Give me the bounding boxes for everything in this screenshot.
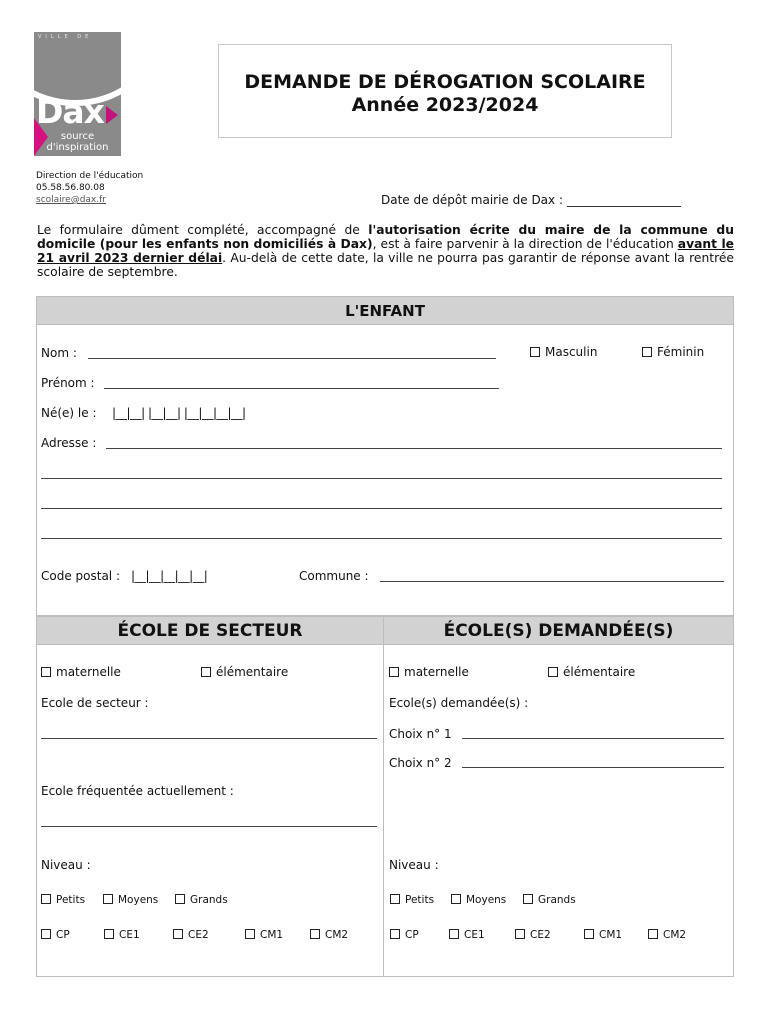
commune-input-line[interactable] xyxy=(380,581,724,582)
enfant-section xyxy=(36,296,734,616)
secteur-moyens-option[interactable] xyxy=(103,894,158,906)
secteur-cm1-label: CM1 xyxy=(260,929,284,941)
secteur-petits-option[interactable] xyxy=(41,894,85,906)
logo-accent xyxy=(106,106,118,124)
code-postal-label: Code postal : xyxy=(41,569,120,583)
naissance-date-boxes[interactable]: |__|__| |__|__| |__|__|__|__| xyxy=(112,406,246,420)
contact-department: Direction de l'éducation xyxy=(36,171,144,181)
demandee-grands-option[interactable] xyxy=(523,894,576,906)
commune-label: Commune : xyxy=(299,569,369,583)
secteur-ce2-checkbox[interactable] xyxy=(173,929,183,939)
contact-email-link[interactable]: scolaire@dax.fr xyxy=(36,195,106,205)
secteur-cp-label: CP xyxy=(56,929,70,941)
ecoles-demandees-label: Ecole(s) demandée(s) : xyxy=(389,696,529,710)
enfant-heading: L'ENFANT xyxy=(36,296,734,325)
demandee-elementaire-label: élémentaire xyxy=(563,665,636,679)
secteur-niveau-label: Niveau : xyxy=(41,858,91,872)
adresse-label: Adresse : xyxy=(41,436,97,450)
secteur-ce1-checkbox[interactable] xyxy=(104,929,114,939)
depot-date-field[interactable]: Date de dépôt mairie de Dax : ___________________ xyxy=(381,193,681,207)
secteur-maternelle-checkbox[interactable] xyxy=(41,667,51,677)
code-postal-boxes[interactable]: |__|__|__|__|__| xyxy=(131,569,208,583)
logo-tagline: VILLE DE xyxy=(38,34,93,40)
ecole-secteur-heading: ÉCOLE DE SECTEUR xyxy=(36,616,384,645)
logo-slogan-1: source xyxy=(60,131,95,142)
prenom-label: Prénom : xyxy=(41,376,95,390)
ecole-frequentee-input-line[interactable] xyxy=(41,826,377,827)
demandee-ce1-checkbox[interactable] xyxy=(449,929,459,939)
masculin-checkbox[interactable] xyxy=(530,347,540,357)
ecole-demandee-heading: ÉCOLE(S) DEMANDÉE(S) xyxy=(383,616,734,645)
intro-paragraph xyxy=(37,223,734,279)
adresse-input-line-1[interactable] xyxy=(106,448,722,449)
choix-2-input-line[interactable] xyxy=(462,767,724,768)
choix-1-input-line[interactable] xyxy=(462,738,724,739)
secteur-petits-checkbox[interactable] xyxy=(41,894,51,904)
demandee-elementaire-option[interactable] xyxy=(548,665,635,679)
secteur-petits-label: Petits xyxy=(56,894,86,906)
ecole-frequentee-label: Ecole fréquentée actuellement : xyxy=(41,784,234,798)
nom-input-line[interactable] xyxy=(88,358,496,359)
intro-text-2: , est à faire parvenir à la direction de l'éducation xyxy=(372,237,678,251)
demandee-grands-label: Grands xyxy=(538,894,576,906)
page-subtitle: Année 2023/2024 xyxy=(351,94,539,116)
secteur-maternelle-label: maternelle xyxy=(56,665,121,679)
title-box xyxy=(218,44,672,138)
secteur-grands-option[interactable] xyxy=(175,894,228,906)
demandee-cp-label: CP xyxy=(405,929,419,941)
demandee-ce2-option[interactable] xyxy=(515,929,551,941)
secteur-ce2-option[interactable] xyxy=(173,929,209,941)
secteur-elementaire-label: élémentaire xyxy=(216,665,289,679)
secteur-cm2-option[interactable] xyxy=(310,929,348,941)
secteur-ce1-label: CE1 xyxy=(119,929,140,941)
choix-2-label: Choix n° 2 xyxy=(389,756,452,770)
intro-text-3: . Au-delà de cette date, la ville ne pourra pas garantir de réponse avant la rentrée scolaire de septembre. xyxy=(37,251,734,279)
demandee-maternelle-option[interactable] xyxy=(389,665,469,679)
demandee-cm1-option[interactable] xyxy=(584,929,622,941)
demandee-niveau-label: Niveau : xyxy=(389,858,439,872)
feminin-option[interactable] xyxy=(642,345,704,359)
demandee-cm2-option[interactable] xyxy=(648,929,686,941)
contact-block xyxy=(36,170,143,206)
demandee-grands-checkbox[interactable] xyxy=(523,894,533,904)
ecole-secteur-label: Ecole de secteur : xyxy=(41,696,149,710)
secteur-grands-checkbox[interactable] xyxy=(175,894,185,904)
page-title: DEMANDE DE DÉROGATION SCOLAIRE xyxy=(244,71,646,93)
secteur-moyens-label: Moyens xyxy=(118,894,159,906)
demandee-cm1-checkbox[interactable] xyxy=(584,929,594,939)
prenom-input-line[interactable] xyxy=(104,388,499,389)
demandee-maternelle-label: maternelle xyxy=(404,665,469,679)
secteur-cm1-option[interactable] xyxy=(245,929,283,941)
ecole-secteur-input-line[interactable] xyxy=(41,738,377,739)
adresse-input-line-3[interactable] xyxy=(41,508,722,509)
masculin-option[interactable] xyxy=(530,345,597,359)
demandee-petits-option[interactable] xyxy=(390,894,434,906)
secteur-cm2-label: CM2 xyxy=(325,929,349,941)
feminin-checkbox[interactable] xyxy=(642,347,652,357)
choix-1-label: Choix n° 1 xyxy=(389,727,452,741)
demandee-ce1-option[interactable] xyxy=(449,929,485,941)
logo-name: Dax xyxy=(36,92,104,131)
secteur-cm2-checkbox[interactable] xyxy=(310,929,320,939)
demandee-maternelle-checkbox[interactable] xyxy=(389,667,399,677)
demandee-cm2-label: CM2 xyxy=(663,929,687,941)
demandee-moyens-checkbox[interactable] xyxy=(451,894,461,904)
demandee-cm2-checkbox[interactable] xyxy=(648,929,658,939)
demandee-moyens-option[interactable] xyxy=(451,894,506,906)
masculin-label: Masculin xyxy=(545,345,598,359)
adresse-input-line-2[interactable] xyxy=(41,478,722,479)
secteur-maternelle-option[interactable] xyxy=(41,665,121,679)
secteur-cm1-checkbox[interactable] xyxy=(245,929,255,939)
ecoles-divider xyxy=(383,616,384,977)
demandee-cp-option[interactable] xyxy=(390,929,419,941)
demandee-cp-checkbox[interactable] xyxy=(390,929,400,939)
dax-logo xyxy=(34,32,121,156)
intro-text-1: Le formulaire dûment complété, accompagné de xyxy=(37,223,369,237)
secteur-ce1-option[interactable] xyxy=(104,929,140,941)
demandee-elementaire-checkbox[interactable] xyxy=(548,667,558,677)
adresse-input-line-4[interactable] xyxy=(41,538,722,539)
secteur-elementaire-option[interactable] xyxy=(201,665,288,679)
nom-label: Nom : xyxy=(41,346,77,360)
secteur-grands-label: Grands xyxy=(190,894,228,906)
secteur-cp-checkbox[interactable] xyxy=(41,929,51,939)
feminin-label: Féminin xyxy=(657,345,705,359)
intro-deadline: avant le 21 avril 2023 dernier délai xyxy=(37,237,734,265)
contact-phone: 05.58.56.80.08 xyxy=(36,183,105,193)
secteur-elementaire-checkbox[interactable] xyxy=(201,667,211,677)
secteur-ce2-label: CE2 xyxy=(188,929,209,941)
naissance-label: Né(e) le : xyxy=(41,406,97,420)
demandee-petits-checkbox[interactable] xyxy=(390,894,400,904)
demandee-ce2-label: CE2 xyxy=(530,929,551,941)
logo-slogan-2: d'inspiration xyxy=(46,142,109,153)
demandee-ce2-checkbox[interactable] xyxy=(515,929,525,939)
demandee-moyens-label: Moyens xyxy=(466,894,507,906)
secteur-moyens-checkbox[interactable] xyxy=(103,894,113,904)
demandee-cm1-label: CM1 xyxy=(599,929,623,941)
demandee-ce1-label: CE1 xyxy=(464,929,485,941)
secteur-cp-option[interactable] xyxy=(41,929,70,941)
intro-bold: l'autorisation écrite du maire de la commune du domicile (pour les enfants non domiciliés à Dax) xyxy=(37,223,734,251)
demandee-petits-label: Petits xyxy=(405,894,435,906)
